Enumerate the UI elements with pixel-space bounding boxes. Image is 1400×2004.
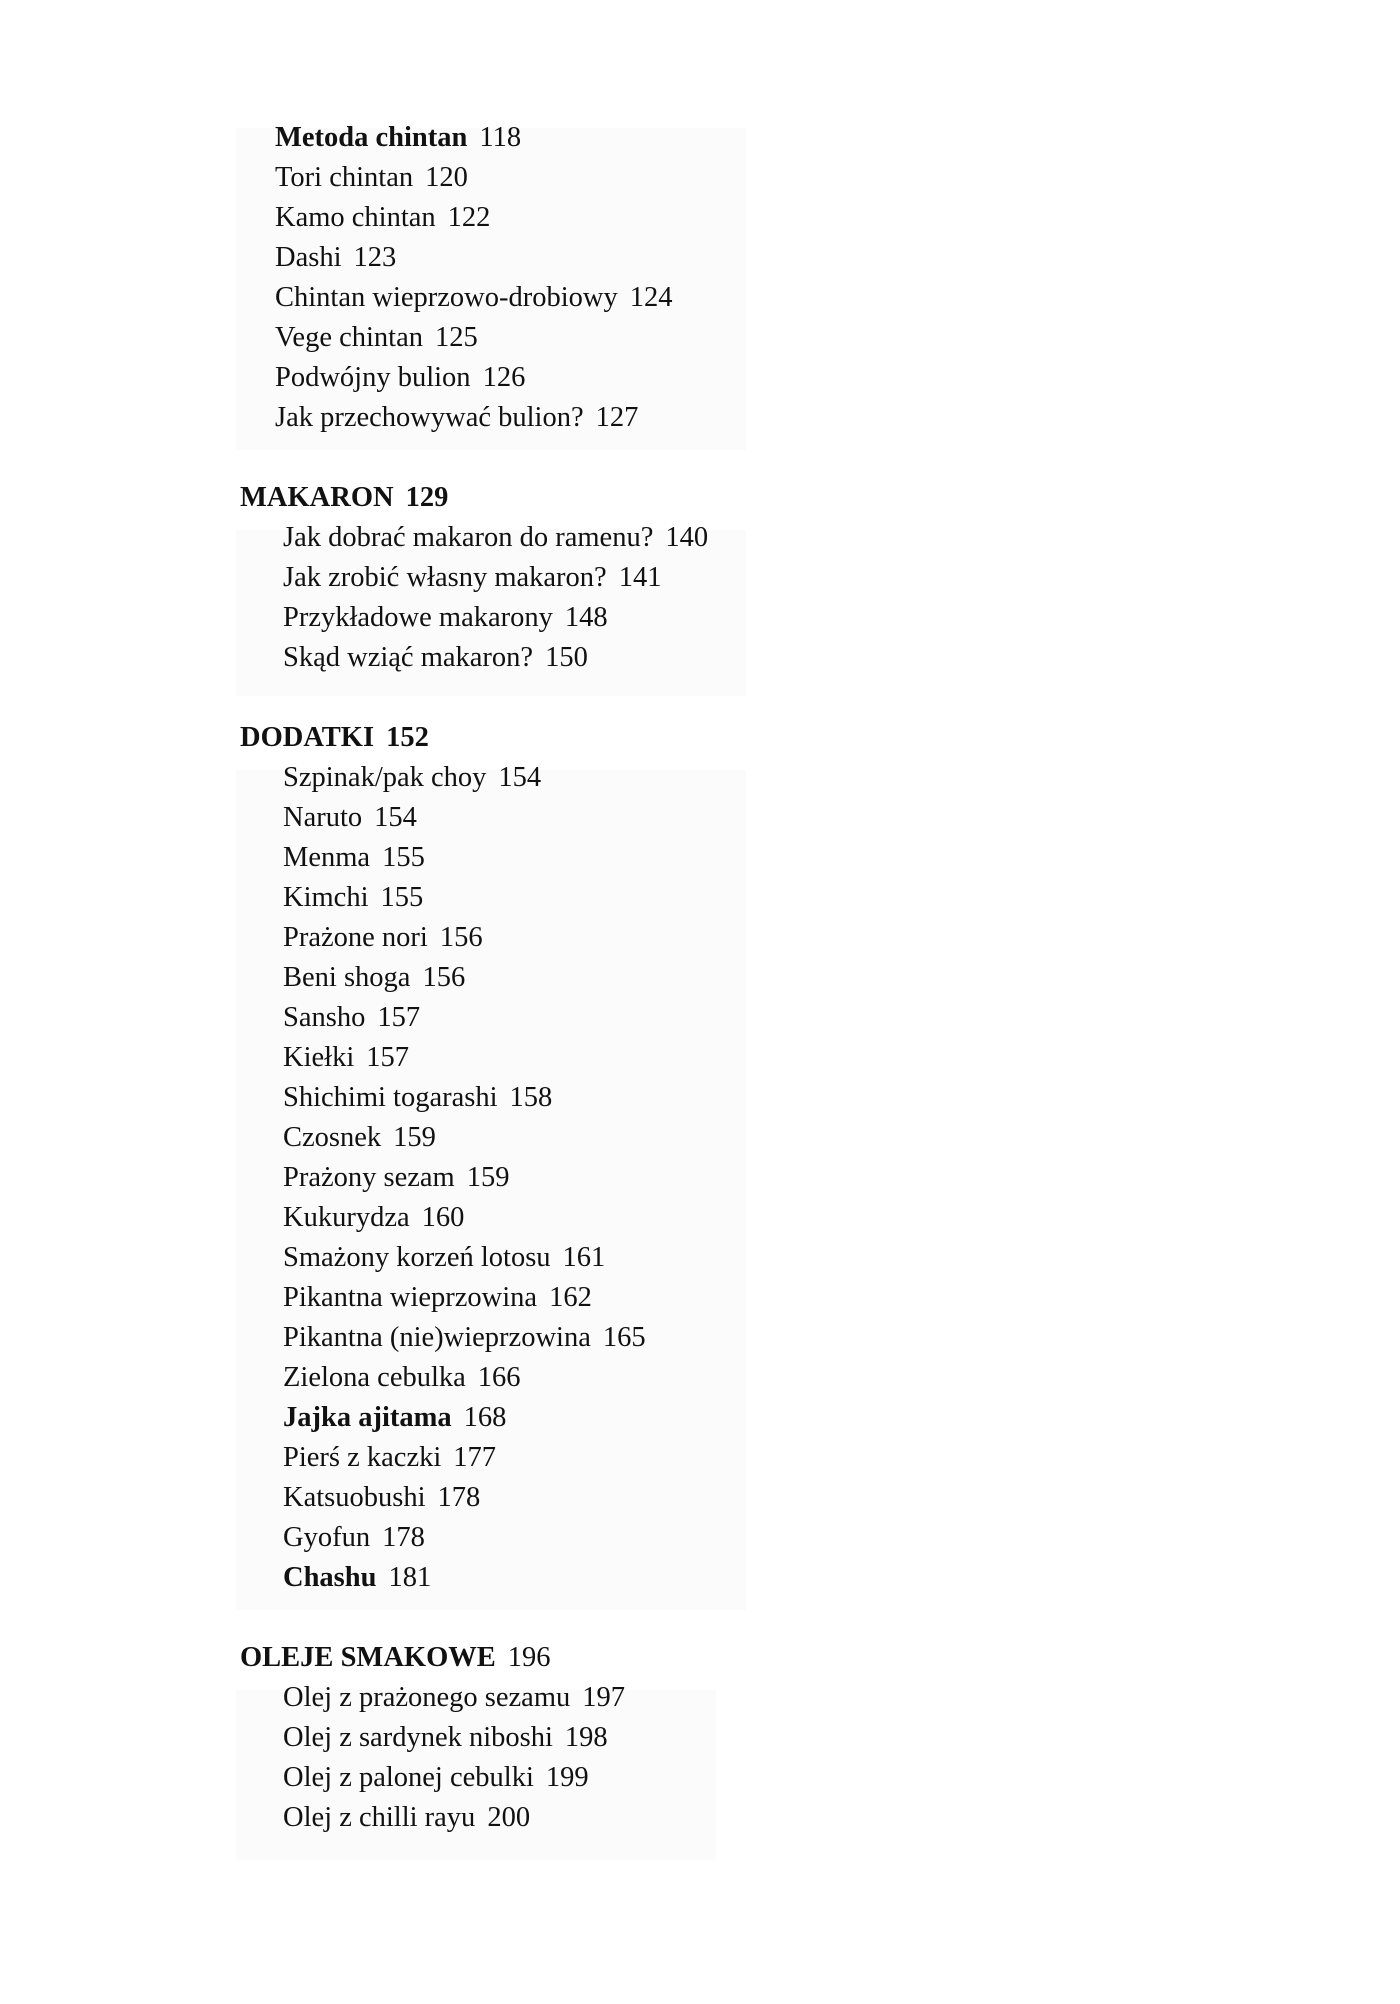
toc-entry[interactable] [283,878,423,918]
toc-entry-page: 165 [602,1322,646,1353]
toc-entry[interactable] [275,238,396,278]
toc-entry-page: 148 [564,602,608,633]
toc-entry[interactable] [283,598,608,638]
toc-entry-page: 198 [564,1722,608,1753]
toc-entry-page: 157 [377,1002,421,1033]
toc-entry-page: 125 [434,322,478,353]
toc-entry[interactable] [275,358,525,398]
toc-entry[interactable] [275,318,478,358]
toc-entry-page: 196 [507,1642,551,1673]
toc-entry-title: Jak przechowywać bulion? [275,402,584,433]
toc-entry[interactable] [283,798,417,838]
toc-entry[interactable] [283,1318,646,1358]
toc-entry-title: Olej z prażonego sezamu [283,1682,571,1713]
toc-entry-title: Olej z sardynek niboshi [283,1722,553,1753]
toc-entry-title: Zielona cebulka [283,1362,466,1393]
toc-entry[interactable] [283,1678,625,1718]
toc-entry[interactable] [283,1398,506,1438]
toc-entry[interactable] [283,1038,409,1078]
toc-entry-title: Olej z chilli rayu [283,1802,476,1833]
toc-entry[interactable] [283,1798,530,1838]
toc-entry-page: 177 [453,1442,497,1473]
toc-entry[interactable] [283,518,708,558]
toc-entry[interactable] [283,638,588,678]
toc-entry[interactable] [275,158,468,198]
toc-entry-page: 126 [482,362,526,393]
toc-entry-title: Gyofun [283,1522,371,1553]
toc-entry[interactable] [283,1478,480,1518]
toc-entry[interactable] [283,1198,464,1238]
toc-entry-page: 200 [487,1802,531,1833]
toc-entry-title: Sansho [283,1002,366,1033]
toc-entry-page: 160 [421,1202,465,1233]
toc-entry-title: Olej z palonej cebulki [283,1762,534,1793]
toc-entry-page: 155 [380,882,424,913]
toc-entry[interactable] [283,1558,431,1598]
toc-entry-title: Szpinak/pak choy [283,762,487,793]
toc-entry-page: 154 [498,762,542,793]
toc-entry-page: 156 [439,922,483,953]
toc-entry-title: Przykładowe makarony [283,602,553,633]
toc-entry-title: OLEJE SMAKOWE [240,1642,496,1673]
toc-entry-page: 118 [479,122,522,153]
toc-entry-title: Pikantna (nie)wieprzowina [283,1322,591,1353]
toc-entry[interactable] [283,1238,605,1278]
toc-entry[interactable] [283,758,541,798]
toc-entry-title: Dashi [275,242,342,273]
toc-entry[interactable] [283,1438,496,1478]
toc-entry[interactable] [283,1718,608,1758]
toc-entry[interactable] [283,1078,552,1118]
toc-entry-title: Pierś z kaczki [283,1442,442,1473]
toc-entry-title: Kiełki [283,1042,355,1073]
toc-entry[interactable] [275,198,490,238]
toc-entry[interactable] [283,1118,436,1158]
toc-entry-page: 122 [447,202,491,233]
toc-entry-page: 199 [545,1762,589,1793]
toc-entry-title: Podwójny bulion [275,362,471,393]
toc-entry-title: Jak dobrać makaron do ramenu? [283,522,654,553]
toc-entry-page: 162 [549,1282,592,1313]
toc-entry-page: 158 [509,1082,553,1113]
toc-entry-page: 161 [562,1242,606,1273]
toc-entry-page: 168 [463,1402,507,1433]
toc-entry-title: Smażony korzeń lotosu [283,1242,551,1273]
toc-entry-title: Naruto [283,802,363,833]
toc-entry[interactable] [283,1518,425,1558]
toc-entry-page: 150 [545,642,588,673]
toc-entry-title: Beni shoga [283,962,411,993]
section-heading-dodatki[interactable] [240,718,429,758]
toc-entry-title: Skąd wziąć makaron? [283,642,534,673]
toc-entry-title: Vege chintan [275,322,423,353]
toc-entry-title: Kamo chintan [275,202,436,233]
toc-entry[interactable] [283,918,483,958]
toc-entry-page: 157 [366,1042,409,1073]
toc-entry-page: 129 [405,482,449,513]
toc-entry-title: Pikantna wieprzowina [283,1282,538,1313]
toc-entry-page: 140 [665,522,709,553]
toc-entry-title: Czosnek [283,1122,382,1153]
section-heading-makaron[interactable] [240,478,448,518]
toc-entry[interactable] [283,1158,509,1198]
toc-entry-page: 197 [582,1682,625,1713]
toc-entry[interactable] [283,1278,592,1318]
toc-entry-page: 166 [477,1362,521,1393]
toc-entry-page: 178 [437,1482,481,1513]
toc-entry[interactable] [283,558,661,598]
toc-entry-page: 156 [422,962,466,993]
toc-entry-title: Jak zrobić własny makaron? [283,562,607,593]
toc-entry-page: 154 [374,802,417,833]
toc-entry-page: 152 [386,722,429,753]
toc-entry-page: 123 [353,242,397,273]
toc-entry-title: Prażone nori [283,922,428,953]
toc-entry[interactable] [283,998,420,1038]
toc-entry-page: 141 [618,562,662,593]
toc-entry-title: Menma [283,842,371,873]
section-heading-oleje-smakowe[interactable] [240,1638,551,1678]
toc-entry[interactable] [283,1358,521,1398]
toc-entry-title: DODATKI [240,722,375,753]
toc-entry-page: 178 [382,1522,425,1553]
toc-entry-title: Kukurydza [283,1202,410,1233]
toc-entry-title: Tori chintan [275,162,414,193]
toc-entry-title: Chashu [283,1562,377,1593]
toc-entry-page: 127 [595,402,639,433]
toc-entry-page: 159 [393,1122,436,1153]
toc-entry-title: Kimchi [283,882,369,913]
toc-entry-title: Metoda chintan [275,122,468,153]
toc-entry-page: 181 [388,1562,432,1593]
toc-entry-title: MAKARON [240,482,394,513]
toc-entry-page: 120 [425,162,468,193]
toc-entry-title: Chintan wieprzowo-drobiowy [275,282,618,313]
toc-entry[interactable] [283,838,425,878]
toc-entry-page: 124 [629,282,673,313]
toc-entry[interactable] [275,278,672,318]
toc-entry[interactable] [283,958,465,998]
toc-entry-page: 155 [382,842,425,873]
toc-entry-title: Prażony sezam [283,1162,455,1193]
toc-entry[interactable] [275,398,638,438]
toc-entry[interactable] [275,118,521,158]
toc-entry-title: Jajka ajitama [283,1402,452,1433]
toc-entry-title: Shichimi togarashi [283,1082,498,1113]
toc-entry[interactable] [283,1758,589,1798]
toc-entry-page: 159 [466,1162,510,1193]
toc-entry-title: Katsuobushi [283,1482,426,1513]
